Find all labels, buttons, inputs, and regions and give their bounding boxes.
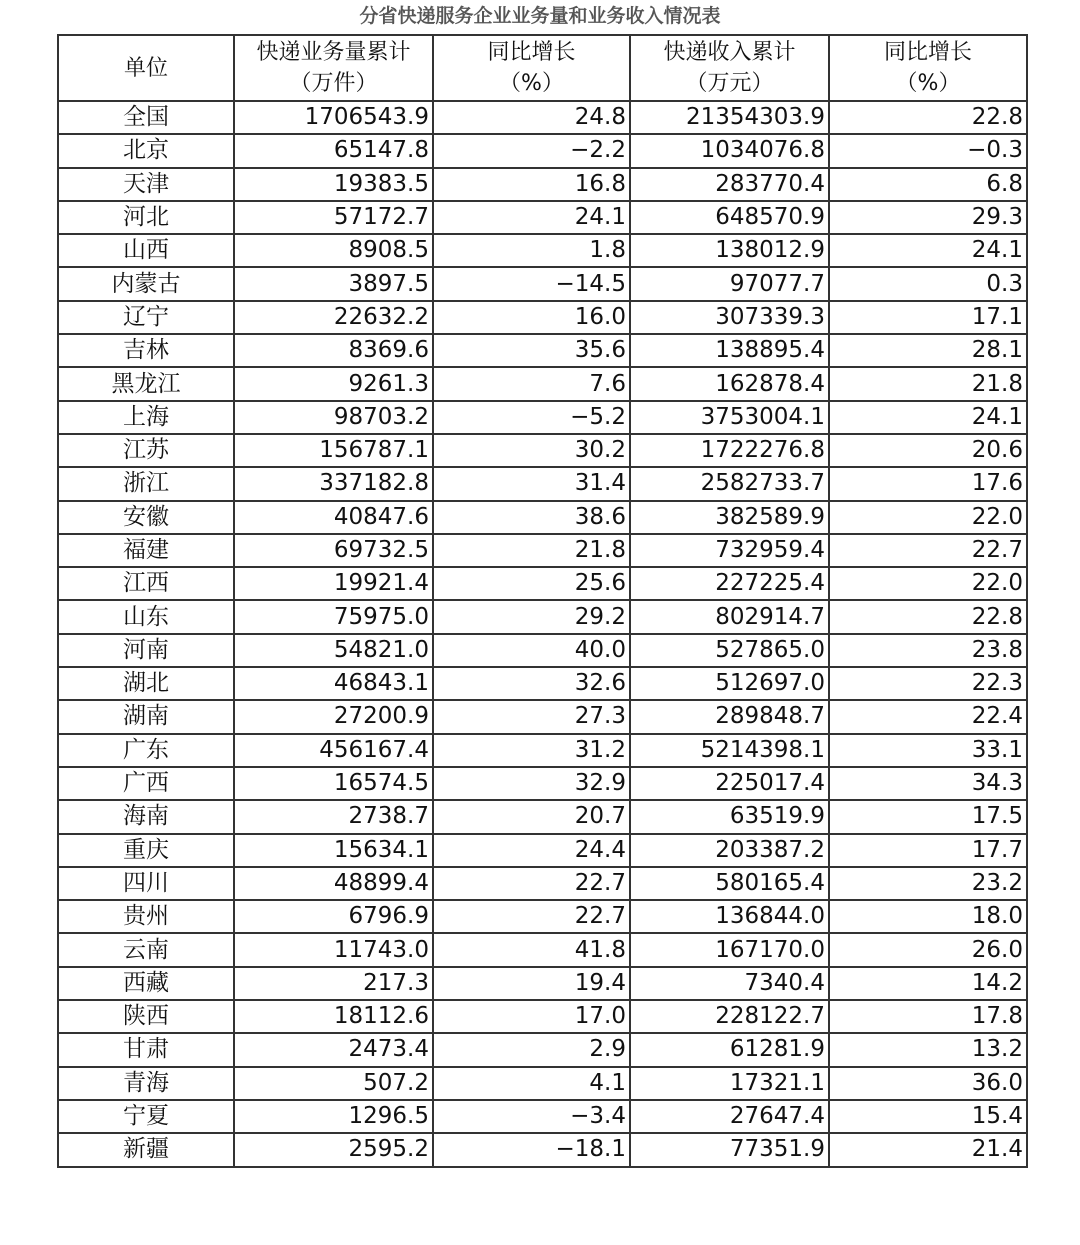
volume-growth-cell: 20.7 (433, 800, 630, 833)
express-revenue-cell: 77351.9 (630, 1133, 829, 1166)
volume-growth-cell: 32.9 (433, 767, 630, 800)
express-volume-cell: 8369.6 (234, 334, 433, 367)
express-revenue-cell: 228122.7 (630, 1000, 829, 1033)
express-volume-cell: 15634.1 (234, 834, 433, 867)
table-header (58, 35, 1027, 101)
province-name-cell: 北京 (58, 134, 234, 167)
volume-growth-cell: 21.8 (433, 534, 630, 567)
volume-growth-cell: 19.4 (433, 967, 630, 1000)
express-revenue-cell: 1034076.8 (630, 134, 829, 167)
express-volume-cell: 337182.8 (234, 467, 433, 500)
volume-growth-cell: −18.1 (433, 1133, 630, 1166)
revenue-growth-cell: 22.0 (829, 501, 1027, 534)
express-volume-cell: 19921.4 (234, 567, 433, 600)
express-revenue-cell: 21354303.9 (630, 101, 829, 134)
express-volume-cell: 65147.8 (234, 134, 433, 167)
header-volume (234, 35, 433, 101)
express-revenue-cell: 17321.1 (630, 1067, 829, 1100)
express-revenue-cell: 7340.4 (630, 967, 829, 1000)
revenue-growth-cell: 22.0 (829, 567, 1027, 600)
revenue-growth-cell: 17.1 (829, 301, 1027, 334)
table-row (58, 1067, 1027, 1100)
express-revenue-cell: 802914.7 (630, 600, 829, 633)
volume-growth-cell: 31.4 (433, 467, 630, 500)
table-row (58, 434, 1027, 467)
express-revenue-cell: 203387.2 (630, 834, 829, 867)
province-name-cell: 浙江 (58, 467, 234, 500)
table-row (58, 1033, 1027, 1066)
express-revenue-cell: 162878.4 (630, 367, 829, 400)
header-revenue-growth (829, 35, 1027, 101)
table-row (58, 567, 1027, 600)
express-volume-cell: 456167.4 (234, 734, 433, 767)
revenue-growth-cell: 36.0 (829, 1067, 1027, 1100)
province-name-cell: 湖北 (58, 667, 234, 700)
table-row (58, 168, 1027, 201)
province-name-cell: 河南 (58, 634, 234, 667)
express-revenue-cell: 5214398.1 (630, 734, 829, 767)
express-volume-cell: 40847.6 (234, 501, 433, 534)
revenue-growth-cell: 17.6 (829, 467, 1027, 500)
province-name-cell: 西藏 (58, 967, 234, 1000)
express-volume-cell: 16574.5 (234, 767, 433, 800)
table-row (58, 267, 1027, 300)
express-volume-cell: 11743.0 (234, 933, 433, 966)
province-name-cell: 四川 (58, 867, 234, 900)
table-row (58, 834, 1027, 867)
revenue-growth-cell: 29.3 (829, 201, 1027, 234)
province-name-cell: 新疆 (58, 1133, 234, 1166)
express-volume-cell: 1296.5 (234, 1100, 433, 1133)
revenue-growth-cell: −0.3 (829, 134, 1027, 167)
express-volume-cell: 3897.5 (234, 267, 433, 300)
express-volume-cell: 69732.5 (234, 534, 433, 567)
revenue-growth-cell: 17.5 (829, 800, 1027, 833)
table-row (58, 1100, 1027, 1133)
table-body (58, 101, 1027, 1167)
header-unit-label: 单位 (123, 55, 168, 81)
volume-growth-cell: 27.3 (433, 700, 630, 733)
express-volume-cell: 98703.2 (234, 401, 433, 434)
header-volume-unit: （万件） (289, 71, 378, 96)
express-revenue-cell: 307339.3 (630, 301, 829, 334)
express-volume-cell: 46843.1 (234, 667, 433, 700)
table-row (58, 534, 1027, 567)
table-row (58, 767, 1027, 800)
express-revenue-cell: 289848.7 (630, 700, 829, 733)
express-revenue-cell: 283770.4 (630, 168, 829, 201)
volume-growth-cell: 24.8 (433, 101, 630, 134)
table-row (58, 700, 1027, 733)
province-name-cell: 甘肃 (58, 1033, 234, 1066)
revenue-growth-cell: 22.8 (829, 600, 1027, 633)
table-row (58, 401, 1027, 434)
revenue-growth-cell: 20.6 (829, 434, 1027, 467)
header-volume-growth-label: 同比增长 (487, 40, 576, 65)
header-revenue-label: 快递收入累计 (663, 40, 796, 65)
header-volume-growth (433, 35, 630, 101)
table-row (58, 600, 1027, 633)
express-revenue-cell: 527865.0 (630, 634, 829, 667)
revenue-growth-cell: 23.2 (829, 867, 1027, 900)
revenue-growth-cell: 22.8 (829, 101, 1027, 134)
province-name-cell: 山西 (58, 234, 234, 267)
table-row (58, 301, 1027, 334)
province-name-cell: 山东 (58, 600, 234, 633)
volume-growth-cell: 16.8 (433, 168, 630, 201)
express-volume-cell: 22632.2 (234, 301, 433, 334)
express-revenue-cell: 61281.9 (630, 1033, 829, 1066)
revenue-growth-cell: 13.2 (829, 1033, 1027, 1066)
province-name-cell: 安徽 (58, 501, 234, 534)
province-name-cell: 辽宁 (58, 301, 234, 334)
table-row (58, 734, 1027, 767)
volume-growth-cell: 30.2 (433, 434, 630, 467)
express-revenue-cell: 732959.4 (630, 534, 829, 567)
province-name-cell: 江西 (58, 567, 234, 600)
table-row (58, 634, 1027, 667)
volume-growth-cell: 16.0 (433, 301, 630, 334)
volume-growth-cell: 2.9 (433, 1033, 630, 1066)
table-title: 分省快递服务企业业务量和业务收入情况表 (359, 5, 721, 27)
express-volume-cell: 8908.5 (234, 234, 433, 267)
volume-growth-cell: 22.7 (433, 867, 630, 900)
volume-growth-cell: 32.6 (433, 667, 630, 700)
table-row (58, 1133, 1027, 1166)
express-volume-cell: 27200.9 (234, 700, 433, 733)
table-row (58, 334, 1027, 367)
volume-growth-cell: −2.2 (433, 134, 630, 167)
express-revenue-cell: 512697.0 (630, 667, 829, 700)
volume-growth-cell: 1.8 (433, 234, 630, 267)
volume-growth-cell: 29.2 (433, 600, 630, 633)
revenue-growth-cell: 6.8 (829, 168, 1027, 201)
volume-growth-cell: 24.1 (433, 201, 630, 234)
table-row (58, 800, 1027, 833)
express-revenue-cell: 3753004.1 (630, 401, 829, 434)
express-volume-cell: 6796.9 (234, 900, 433, 933)
province-name-cell: 云南 (58, 933, 234, 966)
express-volume-cell: 156787.1 (234, 434, 433, 467)
province-name-cell: 重庆 (58, 834, 234, 867)
volume-growth-cell: −5.2 (433, 401, 630, 434)
revenue-growth-cell: 17.8 (829, 1000, 1027, 1033)
table-row (58, 501, 1027, 534)
table-row (58, 234, 1027, 267)
header-volume-growth-unit: （%） (499, 71, 564, 96)
revenue-growth-cell: 33.1 (829, 734, 1027, 767)
revenue-growth-cell: 22.3 (829, 667, 1027, 700)
province-name-cell: 天津 (58, 168, 234, 201)
express-statistics-table (57, 34, 1028, 1168)
header-revenue-unit: （万元） (685, 71, 774, 96)
express-revenue-cell: 167170.0 (630, 933, 829, 966)
express-revenue-cell: 227225.4 (630, 567, 829, 600)
header-unit (58, 35, 234, 101)
volume-growth-cell: −3.4 (433, 1100, 630, 1133)
volume-growth-cell: 7.6 (433, 367, 630, 400)
province-name-cell: 陕西 (58, 1000, 234, 1033)
table-row (58, 201, 1027, 234)
table-row (58, 467, 1027, 500)
volume-growth-cell: 25.6 (433, 567, 630, 600)
province-name-cell: 海南 (58, 800, 234, 833)
province-name-cell: 广东 (58, 734, 234, 767)
revenue-growth-cell: 18.0 (829, 900, 1027, 933)
table-row (58, 134, 1027, 167)
volume-growth-cell: 17.0 (433, 1000, 630, 1033)
express-volume-cell: 2473.4 (234, 1033, 433, 1066)
province-name-cell: 河北 (58, 201, 234, 234)
province-name-cell: 宁夏 (58, 1100, 234, 1133)
express-revenue-cell: 136844.0 (630, 900, 829, 933)
province-name-cell: 青海 (58, 1067, 234, 1100)
header-revenue-growth-label: 同比增长 (883, 40, 972, 65)
express-revenue-cell: 648570.9 (630, 201, 829, 234)
express-volume-cell: 54821.0 (234, 634, 433, 667)
revenue-growth-cell: 23.8 (829, 634, 1027, 667)
express-volume-cell: 1706543.9 (234, 101, 433, 134)
table-row (58, 101, 1027, 134)
express-volume-cell: 507.2 (234, 1067, 433, 1100)
revenue-growth-cell: 28.1 (829, 334, 1027, 367)
volume-growth-cell: 31.2 (433, 734, 630, 767)
province-name-cell: 江苏 (58, 434, 234, 467)
revenue-growth-cell: 34.3 (829, 767, 1027, 800)
revenue-growth-cell: 14.2 (829, 967, 1027, 1000)
header-volume-label: 快递业务量累计 (256, 40, 411, 65)
header-row (58, 35, 1027, 101)
express-volume-cell: 2595.2 (234, 1133, 433, 1166)
express-volume-cell: 9261.3 (234, 367, 433, 400)
express-revenue-cell: 138895.4 (630, 334, 829, 367)
table-row (58, 933, 1027, 966)
express-revenue-cell: 2582733.7 (630, 467, 829, 500)
express-revenue-cell: 63519.9 (630, 800, 829, 833)
express-volume-cell: 57172.7 (234, 201, 433, 234)
volume-growth-cell: 35.6 (433, 334, 630, 367)
province-name-cell: 黑龙江 (58, 367, 234, 400)
revenue-growth-cell: 24.1 (829, 401, 1027, 434)
province-name-cell: 福建 (58, 534, 234, 567)
province-name-cell: 湖南 (58, 700, 234, 733)
revenue-growth-cell: 22.7 (829, 534, 1027, 567)
express-revenue-cell: 580165.4 (630, 867, 829, 900)
table-row (58, 667, 1027, 700)
revenue-growth-cell: 21.8 (829, 367, 1027, 400)
table-row (58, 967, 1027, 1000)
revenue-growth-cell: 24.1 (829, 234, 1027, 267)
revenue-growth-cell: 17.7 (829, 834, 1027, 867)
express-revenue-cell: 138012.9 (630, 234, 829, 267)
volume-growth-cell: 22.7 (433, 900, 630, 933)
express-volume-cell: 19383.5 (234, 168, 433, 201)
volume-growth-cell: 38.6 (433, 501, 630, 534)
revenue-growth-cell: 22.4 (829, 700, 1027, 733)
volume-growth-cell: 24.4 (433, 834, 630, 867)
revenue-growth-cell: 26.0 (829, 933, 1027, 966)
volume-growth-cell: −14.5 (433, 267, 630, 300)
express-volume-cell: 75975.0 (234, 600, 433, 633)
province-name-cell: 吉林 (58, 334, 234, 367)
express-volume-cell: 2738.7 (234, 800, 433, 833)
express-revenue-cell: 1722276.8 (630, 434, 829, 467)
express-revenue-cell: 382589.9 (630, 501, 829, 534)
volume-growth-cell: 4.1 (433, 1067, 630, 1100)
volume-growth-cell: 40.0 (433, 634, 630, 667)
province-name-cell: 贵州 (58, 900, 234, 933)
volume-growth-cell: 41.8 (433, 933, 630, 966)
province-name-cell: 广西 (58, 767, 234, 800)
province-name-cell: 上海 (58, 401, 234, 434)
table-row (58, 1000, 1027, 1033)
table-row (58, 367, 1027, 400)
express-revenue-cell: 27647.4 (630, 1100, 829, 1133)
province-name-cell: 全国 (58, 101, 234, 134)
express-revenue-cell: 97077.7 (630, 267, 829, 300)
header-revenue-growth-unit: （%） (895, 71, 961, 96)
table-row (58, 900, 1027, 933)
revenue-growth-cell: 15.4 (829, 1100, 1027, 1133)
express-volume-cell: 48899.4 (234, 867, 433, 900)
table-row (58, 867, 1027, 900)
express-revenue-cell: 225017.4 (630, 767, 829, 800)
revenue-growth-cell: 0.3 (829, 267, 1027, 300)
express-volume-cell: 217.3 (234, 967, 433, 1000)
header-revenue (630, 35, 829, 101)
revenue-growth-cell: 21.4 (829, 1133, 1027, 1166)
province-name-cell: 内蒙古 (58, 267, 234, 300)
express-volume-cell: 18112.6 (234, 1000, 433, 1033)
